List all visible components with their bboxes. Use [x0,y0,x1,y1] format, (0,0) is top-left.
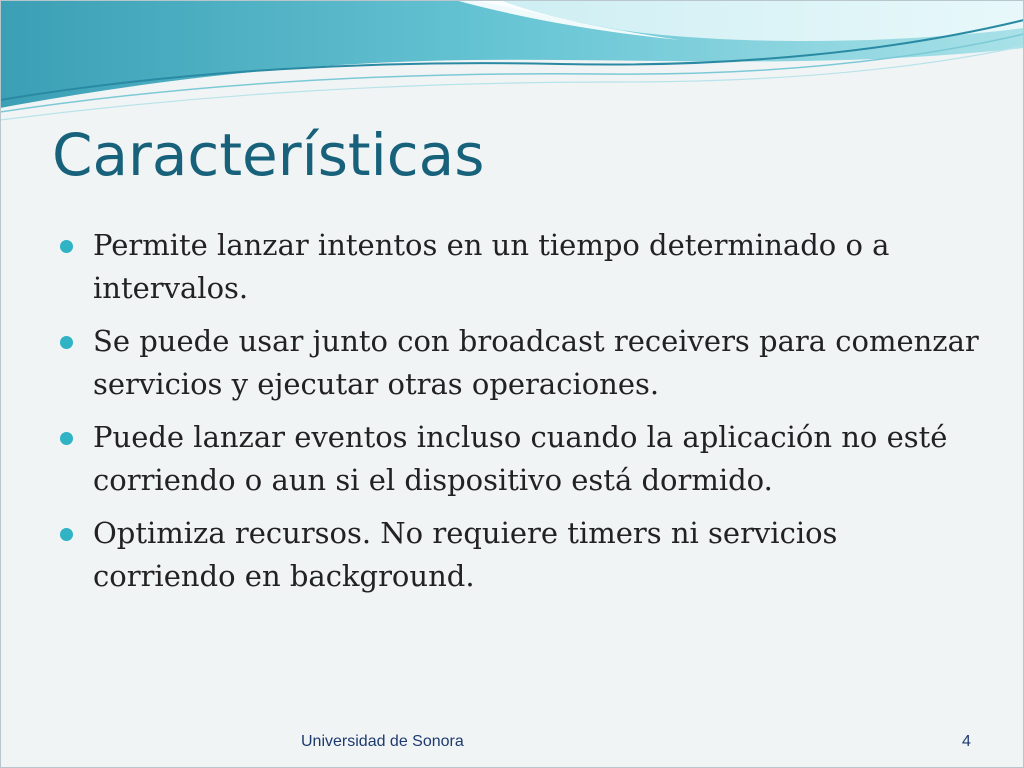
page-number: 4 [962,733,971,750]
bullet-dot-icon [60,528,73,541]
list-item [60,224,980,310]
bullet-text: Permite lanzar intentos en un tiempo determinado o a intervalos. [93,228,890,305]
bullet-dot-icon [60,240,73,253]
header-decoration [0,0,1024,130]
bullet-text: Puede lanzar eventos incluso cuando la aplicación no esté corriendo o aun si el dispositivo está dormido. [93,420,948,497]
bullet-dot-icon [60,432,73,445]
slide-title: Características [52,121,485,189]
list-item [60,512,980,598]
list-item [60,320,980,406]
bullet-dot-icon [60,336,73,349]
bullet-list [60,224,980,608]
bullet-text: Se puede usar junto con broadcast receivers para comenzar servicios y ejecutar otras operaciones. [93,324,979,401]
bullet-text: Optimiza recursos. No requiere timers ni servicios corriendo en background. [93,516,838,593]
list-item [60,416,980,502]
footer-text: Universidad de Sonora [301,733,464,750]
